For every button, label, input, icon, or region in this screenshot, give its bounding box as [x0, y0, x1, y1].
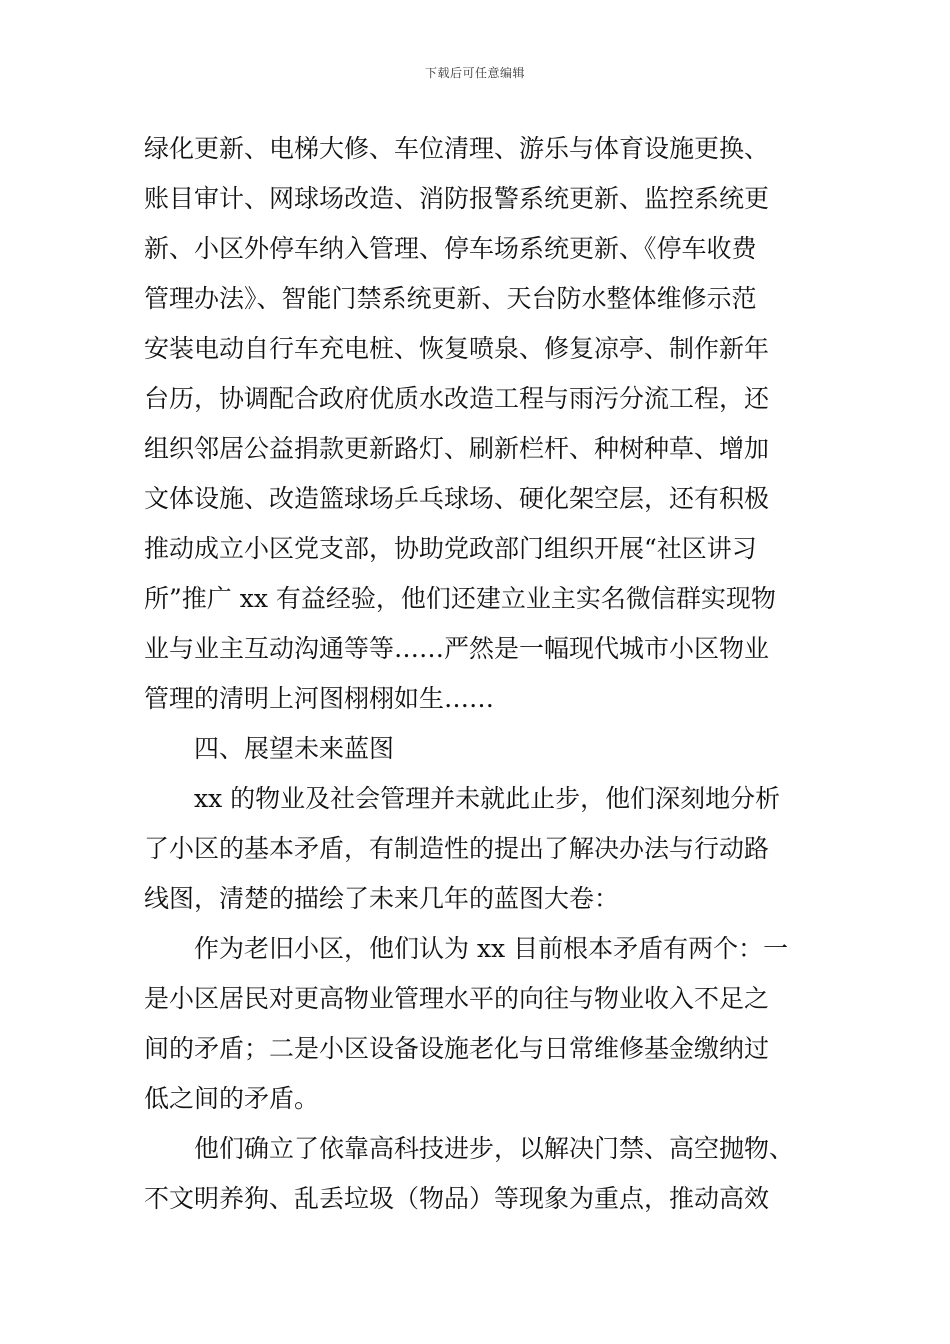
text-line: xx 的物业及社会管理并未就此止步，他们深刻地分析: [194, 784, 781, 813]
text-line: 推动成立小区党支部，协助党政部门组织开展“社区讲习: [144, 534, 757, 563]
text-line: 所”推广 xx 有益经验，他们还建立业主实名微信群实现物: [144, 584, 776, 613]
text-line: 绿化更新、电梯大修、车位清理、游乐与体育设施更换、: [144, 134, 770, 163]
header-note: 下载后可任意编辑: [424, 66, 525, 80]
text-line: 新、小区外停车纳入管理、停车场系统更新、《停车收费: [144, 234, 757, 263]
text-line: 台历，协调配合政府优质水改造工程与雨污分流工程，还: [144, 384, 770, 413]
text-line: 文体设施、改造篮球场乒乓球场、硬化架空层，还有积极: [144, 484, 770, 513]
text-line: 管理办法》、智能门禁系统更新、天台防水整体维修示范: [144, 284, 757, 313]
text-line: 组织邻居公益捐款更新路灯、刷新栏杆、种树种草、增加: [144, 434, 770, 463]
text-line: 业与业主互动沟通等等……严然是一幅现代城市小区物业: [144, 634, 770, 663]
text-line: 低之间的矛盾。: [144, 1084, 320, 1113]
text-line: 是小区居民对更高物业管理水平的向往与物业收入不足之: [144, 984, 770, 1013]
text-line: 线图，清楚的描绘了未来几年的蓝图大卷：: [144, 884, 620, 913]
text-line: 作为老旧小区，他们认为 xx 目前根本矛盾有两个：一: [194, 934, 789, 963]
text-line: 安装电动自行车充电桩、恢复喷泉、修复凉亭、制作新年: [144, 334, 770, 363]
text-line: 管理的清明上河图栩栩如生……: [144, 684, 495, 713]
text-line: 了小区的基本矛盾，有制造性的提出了解决办法与行动路: [144, 834, 770, 863]
text-line: 账目审计、网球场改造、消防报警系统更新、监控系统更: [144, 184, 770, 213]
section-heading: 四、展望未来蓝图: [194, 734, 395, 763]
text-line: 间的矛盾；二是小区设备设施老化与日常维修基金缴纳过: [144, 1034, 770, 1063]
text-line: 不文明养狗、乱丢垃圾（物品）等现象为重点，推动高效: [144, 1184, 770, 1213]
text-line: 他们确立了依靠高科技进步，以解决门禁、高空抛物、: [194, 1134, 795, 1163]
body-text: [144, 124, 814, 1224]
